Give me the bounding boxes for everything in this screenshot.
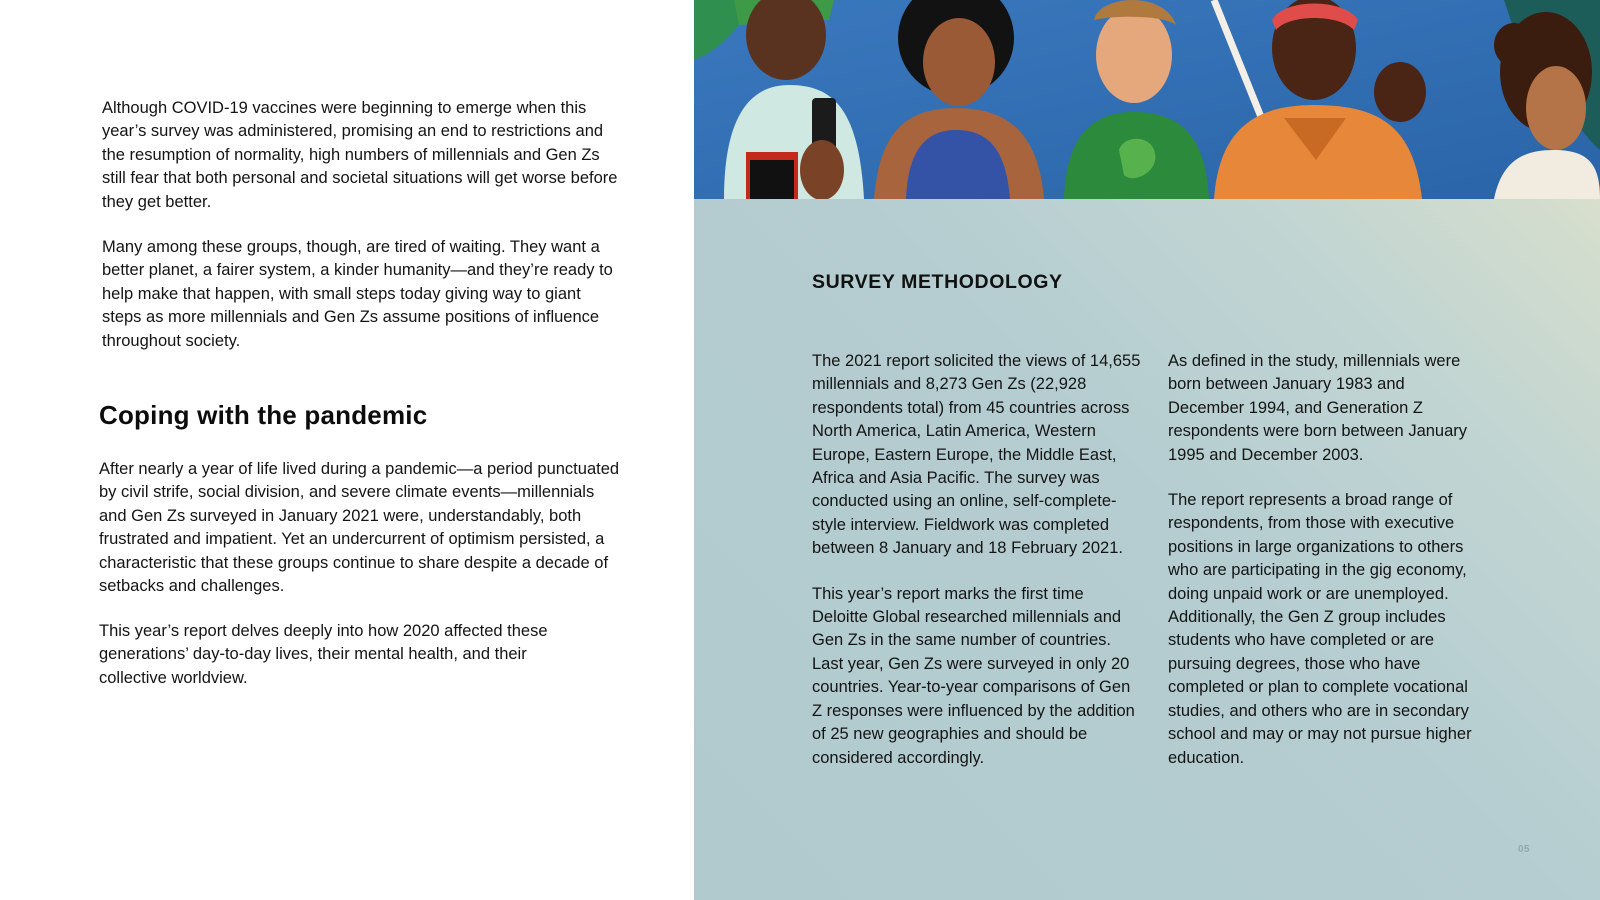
intro-paragraph-1: Although COVID-19 vaccines were beginning to emerge when this year’s survey was administered, promising an end to restrictions and the resumption of normality, high numbers of millennials and Gen Zs still fear that both personal and societal situations will get worse before they get better. [102,99,618,211]
methodology-paragraph-3: As defined in the study, millennials were born between January 1983 and December 1994, and Generation Z respondents were born between January 1995 and December 2003. [1168,352,1468,464]
intro-paragraph-2: Many among these groups, though, are tired of waiting. They want a better planet, a fairer system, a kinder humanity—and they’re ready to help make that happen, with small steps today giving way to giant steps as more millennials and Gen Zs assume positions of influence throughout society. [102,238,613,350]
section-paragraph-2: This year’s report delves deeply into how 2020 affected these generations’ day-to-day lives, their mental health, and their collective worldview. [99,622,548,687]
page-number: 05 [1518,844,1531,855]
methodology-column-right [1168,350,1480,792]
methodology-panel [694,0,1600,900]
left-page [0,0,694,900]
methodology-paragraph-4: The report represents a broad range of respondents, from those with executive positions in large organizations to others who are participating in the gig economy, doing unpaid work or are unemployed. Additionally, the Gen Z group includes students who have completed or are pursuing degrees, those who have completed or plan to complete vocational studies, and others who are in secondary school and may or may not pursue higher education. [1168,491,1472,767]
section-heading: Coping with the pandemic [99,400,428,430]
methodology-paragraph-1: The 2021 report solicited the views of 14,655 millennials and 8,273 Gen Zs (22,928 respondents total) from 45 countries across North America, Latin America, Western Europe, Eastern Europe, the Middle East, Africa and Asia Pacific. The survey was conducted using an online, self-complete-style interview. Fieldwork was completed between 8 January and 18 February 2021. [812,352,1141,558]
methodology-heading: SURVEY METHODOLOGY [812,271,1063,293]
section-paragraph-1: After nearly a year of life lived during a pandemic—a period punctuated by civil strife, social division, and severe climate events—millennials and Gen Zs surveyed in January 2021 were, understandably, both frustrated and impatient. Yet an undercurrent of optimism persisted, a characteristic that these groups continue to share despite a decade of setbacks and challenges. [99,460,620,596]
methodology-paragraph-2: This year’s report marks the first time Deloitte Global researched millennials and Gen Zs in the same number of countries. Last year, Gen Zs were surveyed in only 20 countries. Year-to-year comparisons of Gen Z responses were influenced by the addition of 25 new geographies and should be considered accordingly. [812,584,1135,767]
methodology-column-left [812,350,1142,792]
people-illustration [694,0,1600,199]
